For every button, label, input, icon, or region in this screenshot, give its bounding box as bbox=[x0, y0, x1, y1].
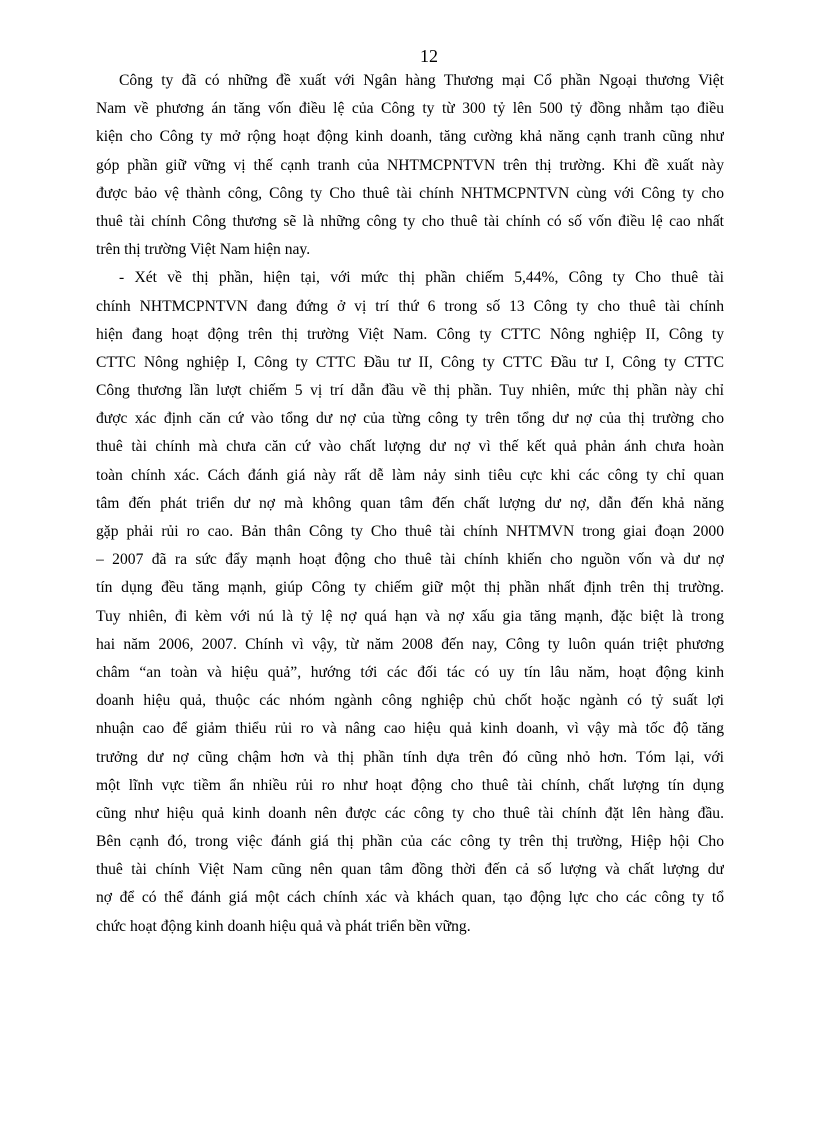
page-number: 12 bbox=[420, 46, 438, 66]
text-line: trên thị trường Việt Nam hiện nay. bbox=[96, 241, 311, 259]
text-line: gặp phải rủi ro cao. Bản thân Công ty Cho thuê tài chính NHTMVN trong giai đoạn 2000 bbox=[96, 523, 724, 540]
text-line: kiện cho Công ty mở rộng hoạt động kinh doanh, tăng cường khả năng cạnh tranh cũng như bbox=[96, 128, 724, 146]
text-line: được bảo vệ thành công, Công ty Cho thuê tài chính NHTMCPNTVN cùng với Công ty cho bbox=[96, 184, 724, 202]
text-line: Tuy nhiên, đi kèm với nú là tỷ lệ nợ quá hạn và nợ xấu gia tăng mạnh, đặc biệt là trong bbox=[96, 607, 724, 625]
text-line: Bên cạnh đó, trong việc đánh giá thị phần của các công ty trên thị trường, Hiệp hội Cho bbox=[96, 833, 724, 851]
paragraph-market-share bbox=[96, 264, 724, 941]
text-line: thuê tài chính mà chưa căn cứ vào chất lượng dư nợ vì thế kết quả phản ánh chưa hoàn bbox=[96, 438, 724, 456]
text-line: nợ để có thể đánh giá một cách chính xác và khách quan, tạo động lực cho các công ty tổ bbox=[96, 889, 724, 907]
text-line: doanh hiệu quả, thuộc các nhóm ngành công nghiệp chủ chốt hoặc ngành có tỷ suất lợi bbox=[96, 692, 724, 710]
text-line: - Xét về thị phần, hiện tại, với mức thị phần chiếm 5,44%, Công ty Cho thuê tài bbox=[119, 269, 724, 287]
document-body bbox=[96, 67, 724, 941]
text-line: góp phần giữ vững vị thế cạnh tranh của NHTMCPNTVN trên thị trường. Khi đề xuất này bbox=[96, 156, 724, 174]
text-line: nhuận cao để giảm thiểu rủi ro và nâng cao hiệu quả kinh doanh, vì vậy mà tốc độ tăng bbox=[96, 720, 724, 738]
text-line: CTTC Nông nghiệp I, Công ty CTTC Đầu tư II, Công ty CTTC Đầu tư I, Công ty CTTC bbox=[96, 353, 724, 371]
text-line: chính NHTMCPNTVN đang đứng ở vị trí thứ 6 trong số 13 Công ty cho thuê tài chính bbox=[96, 297, 724, 315]
text-line: thuê tài chính Công thương sẽ là những công ty cho thuê tài chính có số vốn điều lệ cao nhất bbox=[96, 212, 724, 230]
text-line: châm “an toàn và hiệu quả”, hướng tới các đối tác có uy tín lâu năm, hoạt động kinh bbox=[96, 663, 724, 681]
text-line: Công thương lần lượt chiếm 5 vị trí dẫn đầu về thị phần. Tuy nhiên, mức thị phần này chỉ bbox=[96, 382, 724, 400]
text-line: Nam về phương án tăng vốn điều lệ của Công ty từ 300 tỷ lên 500 tỷ đồng nhằm tạo điều bbox=[96, 100, 724, 118]
text-line: thuê tài chính Việt Nam cũng nên quan tâm đồng thời đến cả số lượng và chất lượng dư bbox=[96, 861, 724, 879]
text-line: tín dụng đều tăng mạnh, giúp Công ty chiếm giữ một thị phần nhất định trên thị trường. bbox=[96, 579, 724, 597]
text-line: được xác định căn cứ vào tổng dư nợ của từng công ty trên tổng dư nợ của thị trường cho bbox=[96, 410, 724, 428]
text-line: chức hoạt động kinh doanh hiệu quả và phát triển bền vững. bbox=[96, 917, 471, 935]
text-line: hiện đang hoạt động trên thị trường Việt Nam. Công ty CTTC Nông nghiệp II, Công ty bbox=[96, 325, 724, 343]
text-line: – 2007 đã ra sức đẩy mạnh hoạt động cho thuê tài chính khiến cho nguồn vốn và dư nợ bbox=[96, 551, 724, 569]
text-line: Công ty đã có những đề xuất với Ngân hàng Thương mại Cổ phần Ngoại thương Việt bbox=[119, 72, 724, 89]
paragraph-capital-increase bbox=[96, 67, 724, 264]
text-line: trưởng dư nợ cũng chậm hơn và thị phần tính dựa trên đó cũng nhỏ hơn. Tóm lại, với bbox=[96, 748, 724, 766]
text-line: tâm đến phát triển dư nợ mà không quan tâm đến chất lượng dư nợ, dẫn đến khả năng bbox=[96, 494, 724, 512]
text-line: một lĩnh vực tiềm ẩn nhiều rủi ro như hoạt động cho thuê tài chính, chất lượng tín dụng bbox=[96, 776, 724, 794]
text-line: toàn chính xác. Cách đánh giá này rất dễ làm nảy sinh tiêu cực khi các công ty chỉ quan bbox=[96, 466, 724, 484]
text-line: hai năm 2006, 2007. Chính vì vậy, từ năm 2008 đến nay, Công ty luôn quán triệt phương bbox=[96, 635, 724, 653]
text-line: cũng như hiệu quả kinh doanh nên được các công ty cho thuê tài chính đặt lên hàng đầu. bbox=[96, 804, 724, 822]
